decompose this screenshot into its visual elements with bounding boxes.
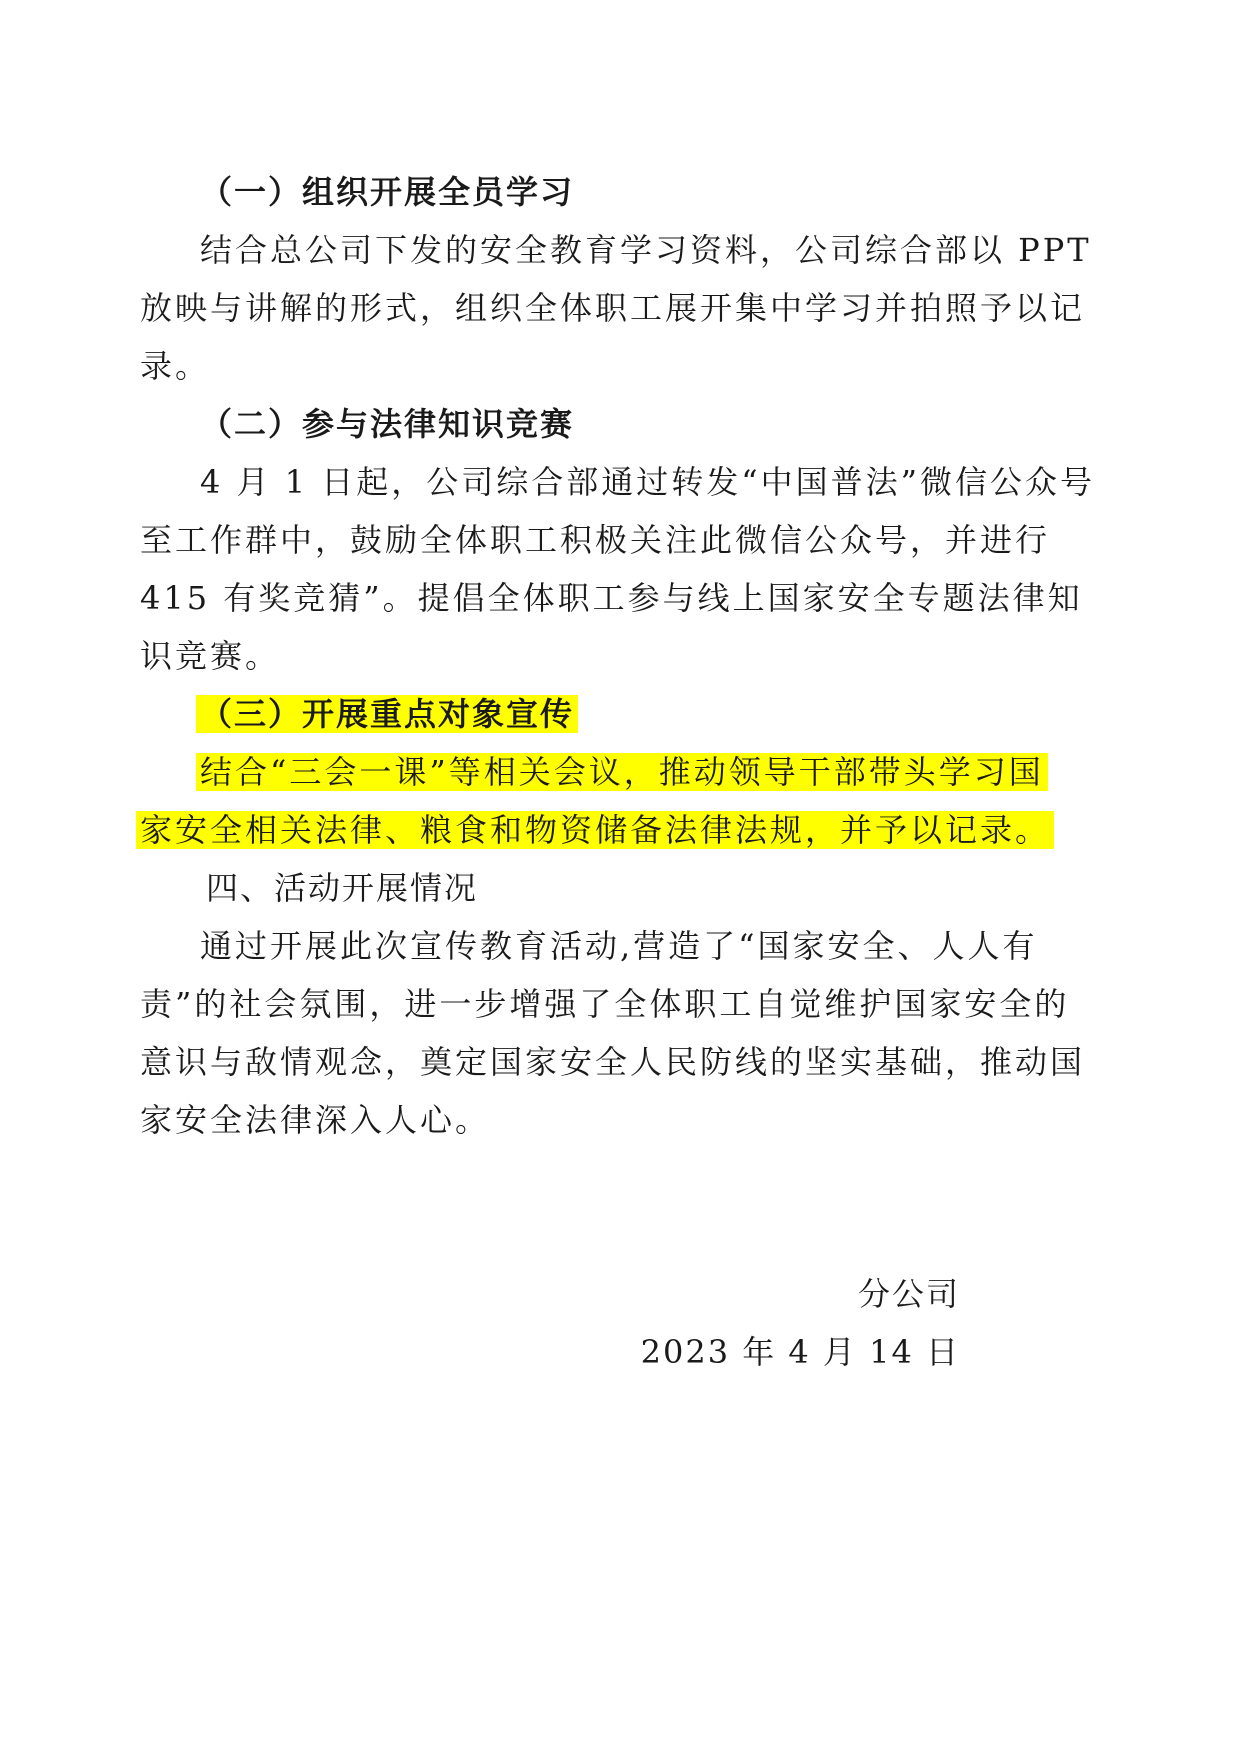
section-4-line-3: 意识与敌情观念，奠定国家安全人民防线的坚实基础，推动国 — [140, 1043, 1086, 1081]
section-4-line-1: 通过开展此次宣传教育活动,营造了“国家安全、人人有 — [200, 927, 1038, 965]
section-2-line-2: 至工作群中，鼓励全体职工积极关注此微信公众号，并进行 — [140, 521, 1051, 559]
section-3-line-2 — [136, 808, 1054, 852]
section-3-heading — [196, 692, 578, 736]
section-1-line-2: 放映与讲解的形式，组织全体职工展开集中学习并拍照予以记 — [140, 289, 1086, 327]
signature-org: 分公司 — [857, 1275, 960, 1313]
signature-date: 2023 年 4 月 14 日 — [640, 1333, 960, 1371]
section-4-line-4: 家安全法律深入人心。 — [140, 1101, 491, 1139]
section-2-line-4: 识竞赛。 — [140, 637, 281, 675]
section-1-line-3: 录。 — [140, 347, 211, 385]
section-2-line-3: 415 有奖竞猜”。提倡全体职工参与线上国家安全专题法律知 — [140, 579, 1083, 617]
section-3-heading-highlight: （三）开展重点对象宣传 — [196, 695, 578, 733]
section-3-line-2-highlight: 家安全相关法律、粮食和物资储备法律法规，并予以记录。 — [136, 811, 1054, 849]
section-4-line-2: 责”的社会氛围，进一步增强了全体职工自觉维护国家安全的 — [140, 985, 1070, 1023]
section-1-heading: （一）组织开展全员学习 — [200, 173, 575, 211]
section-2-heading: （二）参与法律知识竞赛 — [200, 405, 575, 443]
section-3-line-1-highlight: 结合“三会一课”等相关会议，推动领导干部带头学习国 — [196, 753, 1048, 791]
section-3-line-1 — [196, 750, 1048, 794]
section-2-line-1: 4 月 1 日起，公司综合部通过转发“中国普法”微信公众号 — [200, 463, 1095, 501]
section-1-line-1: 结合总公司下发的安全教育学习资料，公司综合部以 PPT — [200, 231, 1092, 269]
section-4-heading: 四、活动开展情况 — [206, 869, 479, 907]
